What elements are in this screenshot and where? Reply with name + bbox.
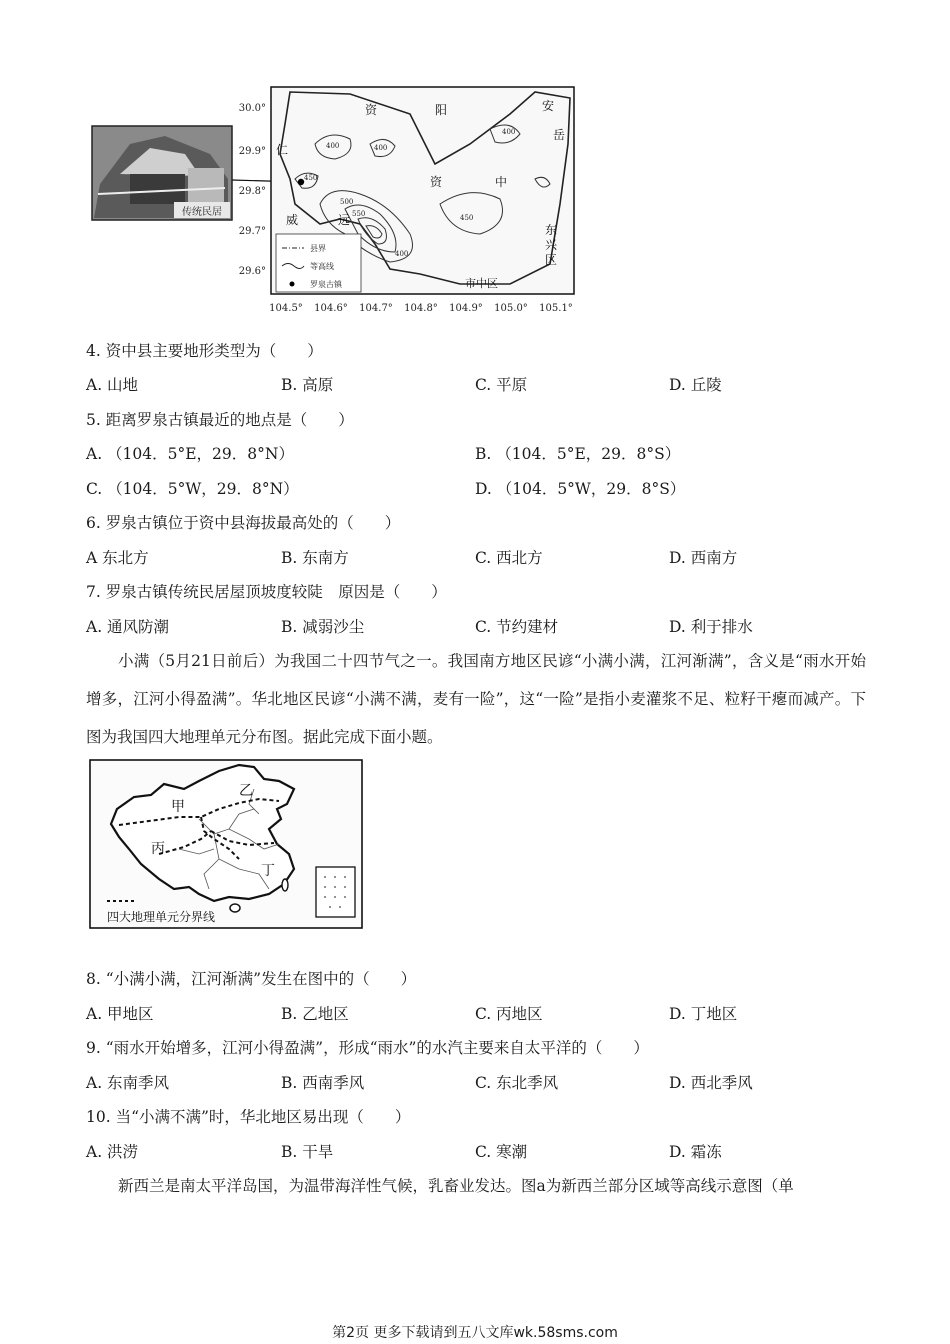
contour-label: 400 <box>395 250 409 258</box>
q8-option-c: C. 丙地区 <box>475 1005 543 1023</box>
q8-option-a: A. 甲地区 <box>86 1005 154 1023</box>
question-4: 4. 资中县主要地形类型为（ ） <box>86 342 323 360</box>
figure-2 <box>89 759 365 931</box>
q7-option-d: D. 利于排水 <box>669 618 753 636</box>
place-ren: 仁 <box>276 143 289 157</box>
photo-caption: 传统民居 <box>182 207 222 218</box>
passage-new-zealand <box>86 1167 866 1205</box>
q10-option-a: A. 洪涝 <box>86 1143 139 1161</box>
q5-option-c: C. （104．5°W，29．8°N） <box>86 480 299 498</box>
lon-tick: 104.5° <box>269 303 303 314</box>
house-photo <box>92 126 232 220</box>
place-dongxing-1: 东 <box>545 223 558 237</box>
question-10: 10. 当“小满不满”时，华北地区易出现（ ） <box>86 1108 411 1126</box>
place-weiyuan-1: 威 <box>286 213 299 227</box>
lat-tick: 29.6° <box>238 266 266 277</box>
luoquan-town-marker <box>298 179 304 185</box>
latitude-ticks <box>239 103 266 277</box>
hainan-island <box>230 904 240 912</box>
question-9: 9. “雨水开始增多，江河小得盈满”，形成“雨水”的水汽主要来自太平洋的（ ） <box>86 1039 649 1057</box>
q9-option-d: D. 西北季风 <box>669 1074 753 1092</box>
q10-option-c: C. 寒潮 <box>475 1143 528 1161</box>
q10-option-b: B. 干旱 <box>281 1143 334 1161</box>
page-footer: 第2页 更多下载请到五八文库wk.58sms.com <box>332 1325 618 1341</box>
region-jia: 甲 <box>171 799 185 815</box>
lon-tick: 104.9° <box>449 303 483 314</box>
place-weiyuan-2: 远 <box>338 213 351 227</box>
q4-option-d: D. 丘陵 <box>669 376 722 394</box>
passage-new-zealand-text: 新西兰是南太平洋岛国，为温带海洋性气候，乳畜业发达。图a为新西兰部分区域等高线示意图（单 <box>118 1177 794 1195</box>
contour-label: 400 <box>502 128 516 136</box>
lon-tick: 104.7° <box>359 303 393 314</box>
lon-tick: 104.6° <box>314 303 348 314</box>
q5-option-a: A. （104．5°E，29．8°N） <box>86 445 294 463</box>
figure-2-svg <box>89 759 365 931</box>
region-ding: 丁 <box>261 863 275 879</box>
place-zhong: 中 <box>495 175 508 189</box>
place-shizhong: 市中区 <box>465 277 498 290</box>
map-legend <box>276 234 361 292</box>
q9-option-c: C. 东北季风 <box>475 1074 559 1092</box>
legend-town: 罗泉古镇 <box>310 280 342 289</box>
place-zi: 资 <box>430 175 443 189</box>
legend-contour: 等高线 <box>310 262 334 271</box>
q6-option-a: A 东北方 <box>86 549 149 567</box>
lat-tick: 29.9° <box>238 146 266 157</box>
place-ziyang-2: 阳 <box>435 103 448 117</box>
region-bing: 丙 <box>151 841 165 857</box>
place-an: 安 <box>542 99 555 113</box>
q8-option-b: B. 乙地区 <box>281 1005 349 1023</box>
q5-option-b: B. （104．5°E，29．8°S） <box>475 445 681 463</box>
contour-label: 500 <box>340 198 354 206</box>
lon-tick: 105.0° <box>494 303 528 314</box>
lat-tick: 29.7° <box>238 226 266 237</box>
longitude-ticks <box>269 303 573 314</box>
passage-xiaoman <box>86 642 866 756</box>
q7-option-b: B. 减弱沙尘 <box>281 618 365 636</box>
place-yue: 岳 <box>553 128 566 142</box>
question-6: 6. 罗泉古镇位于资中县海拔最高处的（ ） <box>86 514 401 532</box>
question-7: 7. 罗泉古镇传统民居屋顶坡度较陡 原因是（ ） <box>86 583 447 601</box>
question-8: 8. “小满小满，江河渐满”发生在图中的（ ） <box>86 970 417 988</box>
lon-tick: 104.8° <box>404 303 438 314</box>
taiwan-island <box>282 879 288 891</box>
q9-option-a: A. 东南季风 <box>86 1074 170 1092</box>
passage-xiaoman-text: 小满（5月21日前后）为我国二十四节气之一。我国南方地区民谚“小满小满，江河渐满”，含义是“雨水开始增多，江河小得盈满”。华北地区民谚“小满不满，麦有一险”，这“一险”是指小麦灌浆不足、粒籽干瘪而减产。下图为我国四大地理单元分布图。据此完成下面小题。 <box>86 652 866 746</box>
legend-county-border: 县界 <box>310 244 326 253</box>
lat-tick: 29.8° <box>238 186 266 197</box>
q6-option-d: D. 西南方 <box>669 549 738 567</box>
south-china-sea-inset <box>316 867 355 917</box>
figure-1-svg <box>90 84 590 316</box>
q7-option-a: A. 通风防潮 <box>86 618 170 636</box>
q8-option-d: D. 丁地区 <box>669 1005 738 1023</box>
question-5: 5. 距离罗泉古镇最近的地点是（ ） <box>86 411 354 429</box>
q6-option-c: C. 西北方 <box>475 549 543 567</box>
contour-label: 400 <box>374 144 388 152</box>
place-dongxing-3: 区 <box>545 253 558 267</box>
q6-option-b: B. 东南方 <box>281 549 349 567</box>
q7-option-c: C. 节约建材 <box>475 618 559 636</box>
q4-option-c: C. 平原 <box>475 376 528 394</box>
q9-option-b: B. 西南季风 <box>281 1074 365 1092</box>
lon-tick: 105.1° <box>539 303 573 314</box>
place-dongxing-2: 兴 <box>545 238 558 252</box>
contour-label: 550 <box>352 210 366 218</box>
q4-option-a: A. 山地 <box>86 376 139 394</box>
legend-region-boundary: 四大地理单元分界线 <box>107 910 216 924</box>
contour-label: 400 <box>326 142 340 150</box>
contour-label: 450 <box>460 214 474 222</box>
region-yi: 乙 <box>239 783 253 799</box>
lat-tick: 30.0° <box>238 103 266 114</box>
place-ziyang-1: 资 <box>365 103 378 117</box>
q4-option-b: B. 高原 <box>281 376 334 394</box>
figure-1 <box>90 84 590 316</box>
contour-label: 450 <box>304 174 318 182</box>
q10-option-d: D. 霜冻 <box>669 1143 722 1161</box>
q5-option-d: D. （104．5°W，29．8°S） <box>475 480 686 498</box>
